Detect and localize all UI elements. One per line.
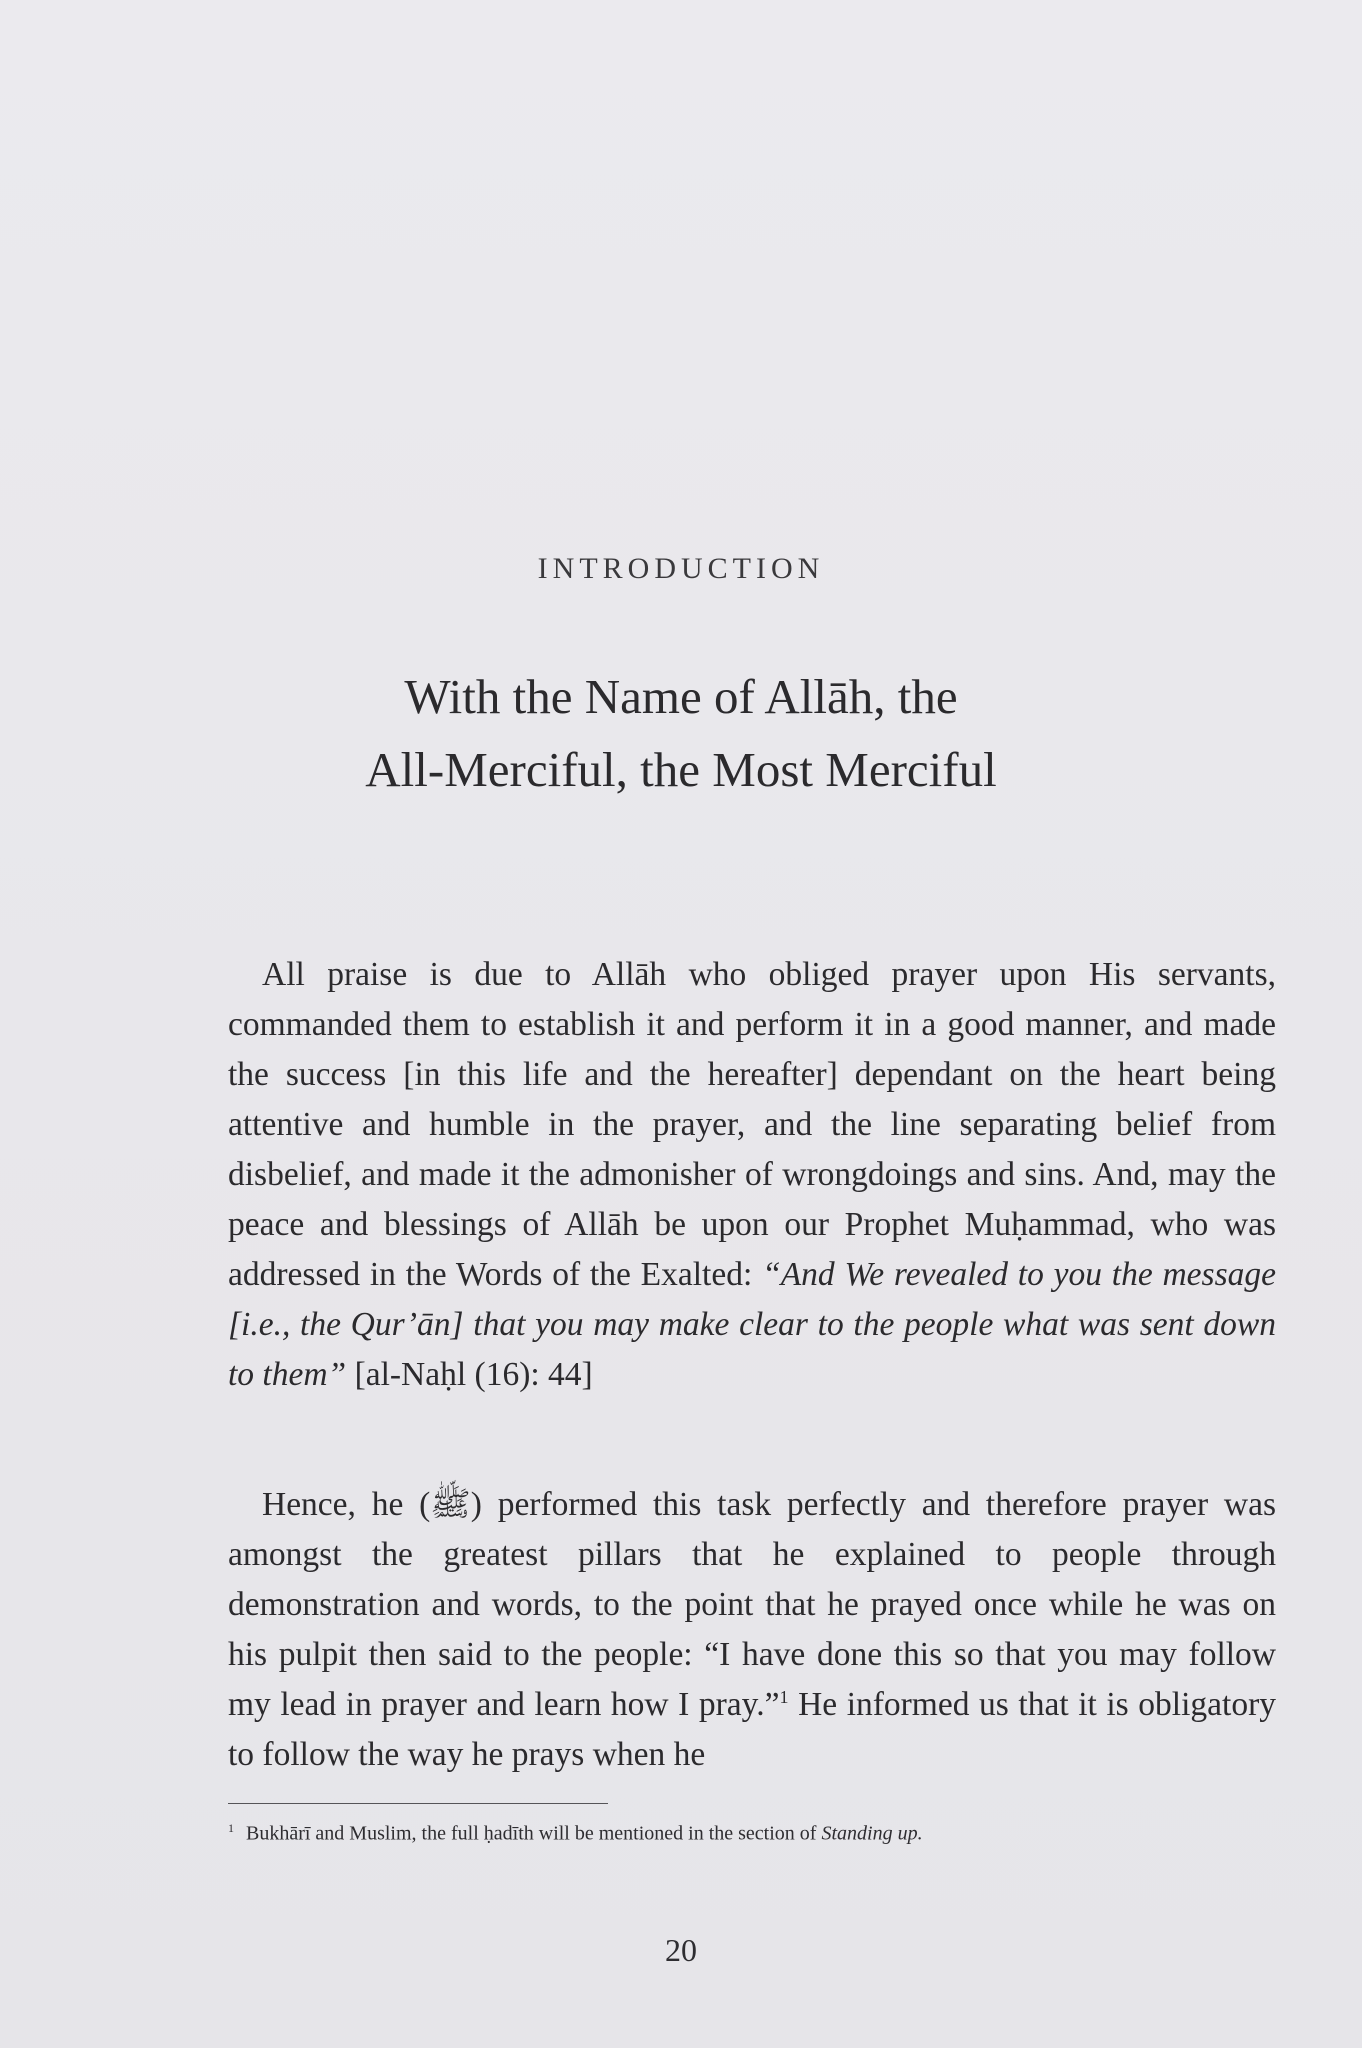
quran-citation: [al-Naḥl (16): 44] [354, 1356, 593, 1393]
chapter-title-line-2: All-Merciful, the Most Merciful [365, 742, 997, 797]
footnote-section-ref: Standing up. [821, 1822, 923, 1845]
paragraph-2-text-middle: ) performed this task perfectly and therefore prayer was amongst the greatest pillars that he explained to people through demonstration and words, to the point that he prayed once while he was on his pulpit then said to the people: “I have done this so that you may follow my lead in prayer and learn how I pray.” [228, 1486, 1277, 1723]
salutation-symbol: ﷺ [430, 1486, 471, 1523]
chapter-title-line-1: With the Name of Allāh, the [404, 669, 958, 724]
paragraph-2-text-start: Hence, he ( [262, 1486, 431, 1523]
paragraph-2 [228, 1480, 1276, 1780]
paragraph-1 [228, 950, 1276, 1400]
footnote [228, 1813, 1276, 1849]
quran-quote: “And We revealed to you the message [i.e., the Qur’ān] that you may make clear to the people what was sent down to them” [228, 1256, 1276, 1393]
chapter-title [0, 660, 1362, 806]
footnote-divider [228, 1803, 608, 1804]
paragraph-2-text-end: He informed us that it is obligatory to follow the way he prays when he [228, 1686, 1276, 1773]
footnote-reference[interactable]: 1 [779, 1686, 789, 1707]
paragraph-1-text: All praise is due to Allāh who obliged prayer upon His servants, commanded them to establish it and perform it in a good manner, and made the success [in this life and the hereafter] dependant on the heart being attentive and humble in the prayer, and the line separating belief from disbelief, and made it the admonisher of wrongdoings and sins. And, may the peace and blessings of Allāh be upon our Prophet Muḥammad, who was addressed in the Words of the Exalted: [228, 956, 1276, 1293]
footnote-text: Bukhārī and Muslim, the full ḥadīth will be mentioned in the section of [246, 1822, 817, 1845]
chapter-label: INTRODUCTION [537, 552, 825, 585]
footnote-marker: 1 [228, 1821, 234, 1835]
page-number: 20 [665, 1932, 697, 1968]
